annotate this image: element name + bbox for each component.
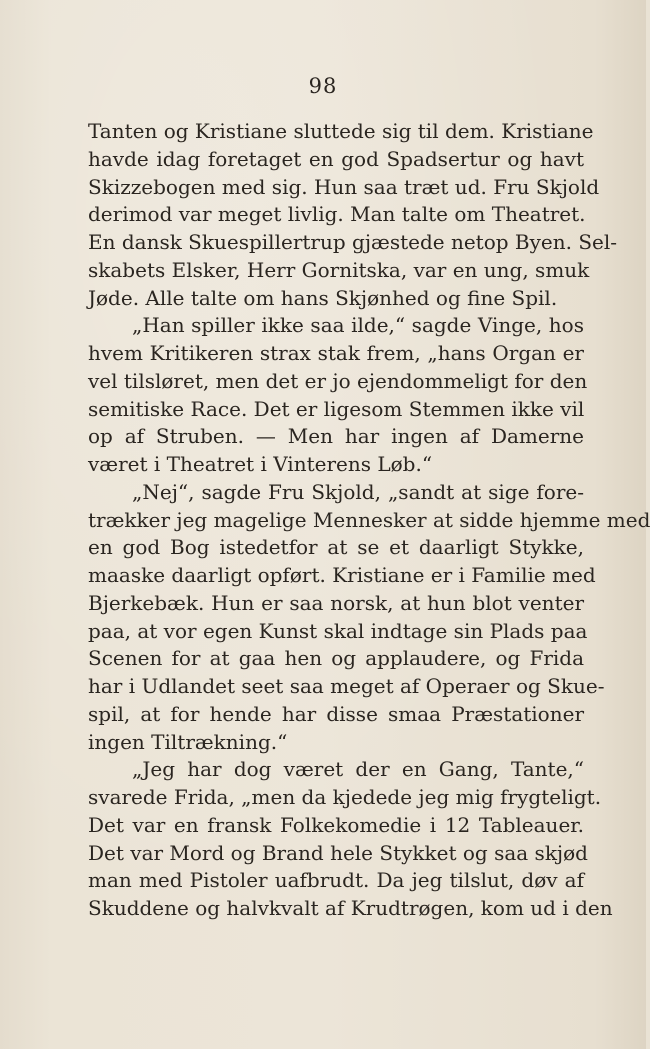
- text-line: Bjerkebæk. Hun er saa norsk, at hun blot venter: [88, 590, 584, 615]
- text-line: op af Struben. — Men har ingen af Damerne: [88, 424, 584, 449]
- text-line: havde idag foretaget en god Spadsertur og havt: [88, 146, 584, 171]
- text-line: har i Udlandet seet saa meget af Operaer og Skue-: [88, 674, 605, 698]
- text-line: spil, at for hende har disse smaa Præstationer: [88, 701, 584, 726]
- body-text: [88, 118, 650, 923]
- text-line: ingen Tiltrækning.“: [88, 729, 288, 754]
- text-line: derimod var meget livlig. Man talte om Theatret.: [88, 202, 586, 227]
- text-line: „Han spiller ikke saa ilde,“ sagde Vinge, hos: [132, 313, 584, 338]
- text-line: paa, at vor egen Kunst skal indtage sin Plads paa: [88, 618, 588, 643]
- text-line: en god Bog istedetfor at se et daarligt Stykke,: [88, 535, 584, 560]
- text-line: skabets Elsker, Herr Gornitska, var en ung, smuk: [88, 257, 590, 282]
- text-line: Det var en fransk Folkekomedie i 12 Tableauer.: [88, 812, 584, 837]
- text-line: Tanten og Kristiane sluttede sig til dem. Kristiane: [88, 119, 594, 143]
- text-line: Scenen for at gaa hen og applaudere, og Frida: [88, 646, 584, 671]
- text-line: Skuddene og halvkvalt af Krudtrøgen, kom ud i den: [88, 896, 613, 920]
- text-line: Jøde. Alle talte om hans Skjønhed og fine Spil.: [88, 285, 558, 310]
- text-line: semitiske Race. Det er ligesom Stemmen ikke vil: [88, 396, 585, 421]
- text-line: svarede Frida, „men da kjedede jeg mig frygteligt.: [88, 785, 602, 809]
- text-line: hvem Kritikeren strax stak frem, „hans Organ er: [88, 341, 584, 365]
- text-line: trækker jeg magelige Mennesker at sidde hjemme med: [88, 507, 650, 532]
- text-line: vel tilsløret, men det er jo ejendommeligt for den: [88, 368, 588, 393]
- text-line: man med Pistoler uafbrudt. Da jeg tilslut, døv af: [88, 868, 584, 893]
- text-line: Skizzebogen med sig. Hun saa træt ud. Fru Skjold: [88, 174, 600, 199]
- text-line: Det var Mord og Brand hele Stykket og saa skjød: [88, 840, 588, 865]
- text-line: „Jeg har dog været der en Gang, Tante,“: [132, 757, 584, 782]
- text-line: maaske daarligt opført. Kristiane er i Familie med: [88, 563, 596, 587]
- text-line: været i Theatret i Vinterens Løb.“: [88, 452, 433, 476]
- page-number: 98: [308, 74, 338, 98]
- text-line: „Nej“, sagde Fru Skjold, „sandt at sige fore-: [132, 479, 584, 504]
- text-line: En dansk Skuespillertrup gjæstede netop Byen. Sel-: [88, 230, 618, 254]
